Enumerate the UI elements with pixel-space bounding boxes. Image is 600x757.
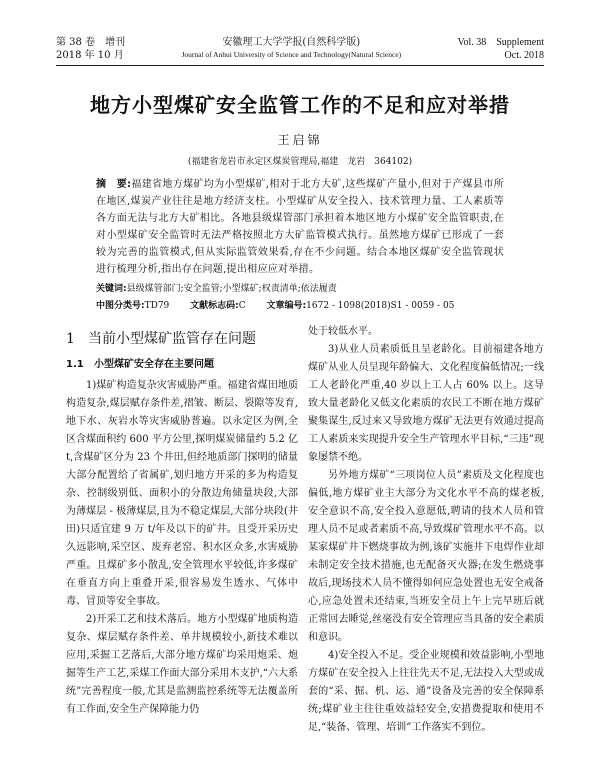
section-heading <box>66 329 298 349</box>
subsection-heading <box>66 357 298 373</box>
section-title: 当前小型煤矿监管存在问题 <box>88 331 256 347</box>
article-no-group <box>267 301 455 311</box>
clc-label: 中图分类号: <box>96 301 145 311</box>
abstract-label: 摘 要: <box>96 179 132 190</box>
paragraph: 1)煤矿构造复杂灾害威胁严重。福建省煤田地质构造复杂,煤层赋存条件差,褶皱、断层、裂隙等发育,地下水、灰岩水等灾害威胁普遍。以永定区为例,全区含煤面积约 600 平方公里,探明煤炭储量约 5.2 亿 t,含煤矿区分为 23 个井田,但经地质部门探明的储量大部分配置给了省属矿,划归地方开采的多为构造复杂、控制级别低、面积小的分散边角储量块段,大部为薄煤层 - 极薄煤层,且为不稳定煤层,大部分块段(井田)只适宜建 9 万 t/年及以下的矿井。且受开采历史久远影响,采空区、废弃老窑、积水区众多,水害威胁严重。且煤矿多小散乱,安全管理水平较低,许多煤矿在垂直方向上重叠开采,很容易发生透水、气体中毒、冒顶等安全事故。 <box>66 380 298 607</box>
header-center <box>135 36 447 60</box>
keywords-text: 县级煤管部门;安全监管;小型煤矿;权责清单;依法履责 <box>126 284 337 294</box>
journal-name-cn: 安徽理工大学学报(自然科学版) <box>222 37 361 48</box>
volume-cn: 第 38 卷 增刊 <box>56 37 126 48</box>
article-no-label: 文章编号: <box>266 301 307 311</box>
doc-code-group <box>190 301 246 311</box>
clc-group <box>96 301 169 311</box>
running-header <box>56 36 544 62</box>
abstract-text: 福建省地方煤矿均为小型煤矿,相对于北方大矿,这些煤矿产量小,但对于产煤县市所在地区,煤炭产业往往是地方经济支柱。小型煤矿从安全投入、技术管理力量、工人素质等各方面无法与北方大矿相比。各地县级煤管部门承担着本地区地方小煤矿安全监管职责,在对小型煤矿安全监管时无法严格按照北方大矿监管模式执行。虽然地方煤矿已形成了一套较为完善的监管模式,但从实际监管效果看,存在不少问题。结合本地区煤矿安全监管现状进行梳理分析,指出存在问题,提出相应应对举措。 <box>96 179 505 275</box>
date-cn: 2018 年 10 月 <box>56 50 124 61</box>
article-title: 地方小型煤矿安全监管工作的不足和应对举措 <box>90 93 510 117</box>
left-column <box>56 323 298 737</box>
paragraph-continuation: 处于较低水平。 <box>308 326 378 337</box>
article-no-value: 1672 - 1098(2018)S1 - 0059 - 05 <box>306 301 455 311</box>
paragraph: 4)安全投入不足。受企业规模和效益影响,小型地方煤矿在安全投入上往往先天不足,无法投入大型或成套的“采、掘、机、运、通”设备及完善的安全保障系统;煤矿业主往往重效益轻安全,安措费提取和使用不足,“装备、管理、培训”工作落实不到位。 <box>308 650 544 733</box>
header-left <box>56 36 125 62</box>
author-name: 王启锦 <box>277 133 323 147</box>
author-affiliation: (福建省龙岩市永定区煤炭管理局,福建 龙岩 364102) <box>187 157 413 167</box>
abstract <box>96 176 504 278</box>
date-en: Oct. 2018 <box>504 50 544 61</box>
paragraph: 3)从业人员素质低且呈老龄化。目前福建各地方煤矿从业人员呈现年龄偏大、文化程度偏低情况;一线工人老龄化严重,40 岁以上工人占 60% 以上。这导致大量老龄化又低文化素质的农民工不断在地方煤矿聚集谋生,反过来又导致地方煤矿无法更有效通过提高工人素质来实现提升安全生产管理水平目标,“三违”现象屡禁不绝。 <box>308 344 544 463</box>
right-column <box>308 323 544 737</box>
body-columns <box>56 323 544 737</box>
journal-name-en: Journal of Anhui University of Science and Technology(Natural Science) <box>181 50 402 59</box>
subsection-number: 1.1 <box>66 359 84 370</box>
doc-code-value: C <box>238 301 246 311</box>
paragraph: 2)开采工艺和技术落后。地方小型煤矿地质构造复杂、煤层赋存条件差、单井规模较小,新技术难以应用,采掘工艺落后,大部分地方煤矿均采用炮采、炮掘等生产工艺,采煤工作面大部分采用木支护,“六大系统”完善程度一般,尤其是监测监控系统等无法覆盖所有工作面,安全生产保障能力仍 <box>66 614 298 715</box>
section-number: 1 <box>66 331 75 347</box>
subsection-title: 小型煤矿安全存在主要问题 <box>94 359 214 370</box>
header-rule <box>56 65 544 66</box>
volume-en: Vol. 38 Supplement <box>457 37 544 48</box>
doc-code-label: 文献标志码: <box>190 301 239 311</box>
header-right <box>458 36 544 62</box>
keywords-label: 关键词: <box>96 284 127 294</box>
keywords <box>96 282 504 296</box>
paragraph: 另外地方煤矿“三项岗位人员”素质及文化程度也偏低,地方煤矿业主大部分为文化水平不高的煤老板,安全意识不高,安全投入意愿低,聘请的技术人员和管理人员不足或者素质不高,导致煤矿管理水平不高。以某家煤矿井下燃烧事故为例,该矿实施井下电焊作业却未制定安全技术措施,也无配备灭火器;在发生燃烧事故后,现场技术人员不懂得如何应急处置也无安全戒备心,应急处置未还结束,当班安全员上午上完早班后就正常回去睡觉,丝毫没有安全管理应当具备的安全素质和意识。 <box>308 470 544 643</box>
clc-value: TD79 <box>144 301 170 311</box>
classification-line <box>96 299 504 313</box>
